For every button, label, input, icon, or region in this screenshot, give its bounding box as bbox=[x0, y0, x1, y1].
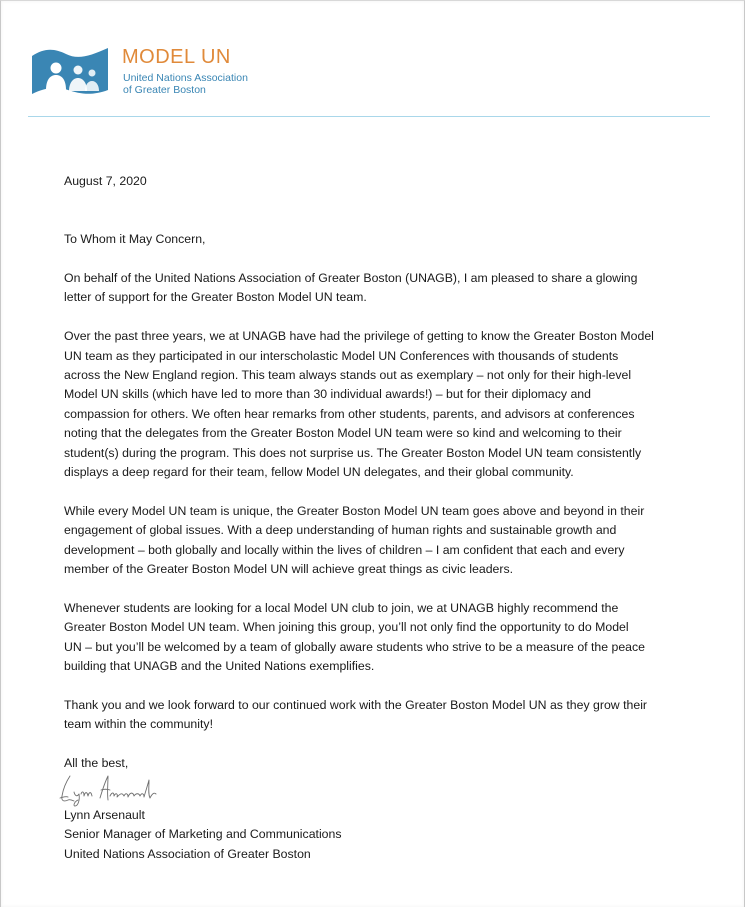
signer-organization: United Nations Association of Greater Boston bbox=[64, 846, 311, 861]
letter-paragraph bbox=[64, 599, 704, 677]
paragraph-line: noting that the delegates from the Greater Boston Model UN team were so kind and welcoming to their bbox=[64, 426, 622, 441]
paragraph-line: While every Model UN team is unique, the Greater Boston Model UN team goes above and beyond in their bbox=[64, 503, 645, 518]
logo-subtitle-line: of Greater Boston bbox=[123, 84, 206, 96]
signer-name: Lynn Arsenault bbox=[64, 808, 145, 822]
paragraph-line: development – both globally and locally within the lives of children – I am confident that each and every bbox=[64, 542, 625, 557]
paragraph-line: compassion for others. We often hear remarks from other students, parents, and advisors at conferences bbox=[64, 406, 635, 421]
signature-block bbox=[64, 806, 342, 864]
paragraph-line: building that UNAGB and the United Nations exemplifies. bbox=[64, 659, 375, 674]
letter-closing: All the best, bbox=[64, 756, 129, 771]
paragraph-line: Whenever students are looking for a local Model UN club to join, we at UNAGB highly recommend the bbox=[64, 600, 619, 615]
paragraph-line: student(s) during the program. This does not surprise us. The Greater Boston Model UN team consistently bbox=[64, 445, 642, 460]
paragraph-line: member of the Greater Boston Model UN will achieve great things as civic leaders. bbox=[64, 562, 514, 577]
letter-body bbox=[64, 172, 704, 773]
paragraph-line: engagement of global issues. With a deep understanding of human rights and sustainable growth and bbox=[64, 523, 617, 538]
paragraph-line: displays a deep regard for their team, fellow Model UN delegates, and their global community. bbox=[64, 465, 574, 480]
paragraph-line: Greater Boston Model UN team. When joining this group, you’ll not only find the opportunity to do Model bbox=[64, 620, 629, 635]
letter-salutation: To Whom it May Concern, bbox=[64, 232, 206, 247]
paragraph-line: On behalf of the United Nations Association of Greater Boston (UNAGB), I am pleased to share a glowing bbox=[64, 270, 638, 285]
paragraph-line: Thank you and we look forward to our continued work with the Greater Boston Model UN as they grow their bbox=[64, 697, 648, 712]
paragraph-line: across the New England region. This team always stands out as exemplary – not only for their high-level bbox=[64, 368, 632, 382]
paragraph-line: Model UN skills (which have led to more than 30 individual awards!) – but for their diplomacy and bbox=[64, 387, 591, 402]
handwritten-signature bbox=[56, 770, 166, 808]
paragraph-line: UN team as they participated in our interscholastic Model UN Conferences with thousands of students bbox=[64, 348, 619, 363]
logo-subtitle-line: United Nations Association bbox=[123, 72, 248, 84]
logo-title: MODEL UN bbox=[122, 46, 231, 68]
organization-logo bbox=[32, 42, 292, 102]
paragraph-line: Over the past three years, we at UNAGB have had the privilege of getting to know the Greater Boston Model bbox=[64, 329, 654, 344]
letter-paragraph bbox=[64, 327, 704, 482]
people-wave-logo-icon bbox=[32, 46, 108, 96]
letter-paragraph bbox=[64, 696, 704, 735]
paragraph-line: team within the community! bbox=[64, 717, 213, 732]
signer-title: Senior Manager of Marketing and Communications bbox=[64, 827, 342, 842]
letter-paragraph bbox=[64, 502, 704, 580]
logo-subtitle bbox=[123, 72, 248, 96]
letter-date: August 7, 2020 bbox=[64, 174, 147, 188]
paragraph-line: letter of support for the Greater Boston Model UN team. bbox=[64, 290, 367, 305]
paragraph-line: UN – but you’ll be welcomed by a team of globally aware students who strive to be a measure of the peace bbox=[64, 639, 646, 654]
letter-paragraph bbox=[64, 269, 704, 308]
header-divider bbox=[28, 116, 710, 117]
